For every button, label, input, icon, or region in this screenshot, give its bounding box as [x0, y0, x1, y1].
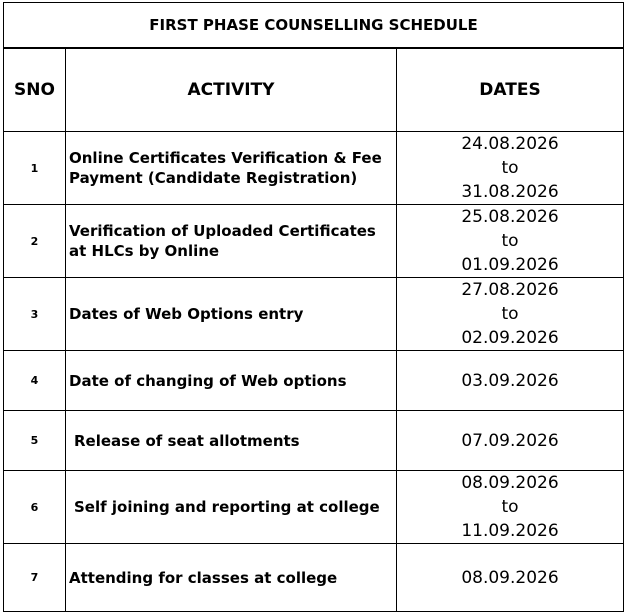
row-dates: [397, 205, 624, 278]
row-dates: [397, 471, 624, 544]
row-sno: 1: [4, 132, 66, 205]
activity-header: ACTIVITY: [66, 48, 397, 132]
row-sno: 4: [4, 351, 66, 411]
row-sno: 7: [4, 544, 66, 612]
date-to-word: to: [501, 304, 519, 324]
table-row: [4, 132, 624, 205]
date-to-word: to: [501, 497, 519, 517]
row-date: 08.09.2026: [397, 544, 624, 612]
row-sno: 6: [4, 471, 66, 544]
table-title: FIRST PHASE COUNSELLING SCHEDULE: [4, 3, 624, 49]
table-row: [4, 544, 624, 612]
counselling-schedule-table: [3, 2, 624, 612]
date-from: 27.08.2026: [461, 280, 559, 300]
row-activity: Release of seat allotments: [66, 411, 397, 471]
date-to-word: to: [501, 158, 519, 178]
table-row: [4, 278, 624, 351]
header-row: [4, 48, 624, 132]
table-row: [4, 351, 624, 411]
row-sno: 5: [4, 411, 66, 471]
date-to: 31.08.2026: [461, 182, 559, 202]
title-row: [4, 3, 624, 49]
row-activity: Date of changing of Web options: [66, 351, 397, 411]
row-dates: [397, 278, 624, 351]
sno-header: SNO: [4, 48, 66, 132]
table-row: [4, 411, 624, 471]
row-activity: Dates of Web Options entry: [66, 278, 397, 351]
date-from: 08.09.2026: [461, 473, 559, 493]
date-to-word: to: [501, 231, 519, 251]
row-activity: Self joining and reporting at college: [66, 471, 397, 544]
date-to: 01.09.2026: [461, 255, 559, 275]
row-sno: 2: [4, 205, 66, 278]
date-from: 24.08.2026: [461, 134, 559, 154]
table-row: [4, 205, 624, 278]
dates-header: DATES: [397, 48, 624, 132]
date-from: 25.08.2026: [461, 207, 559, 227]
row-activity: Attending for classes at college: [66, 544, 397, 612]
date-to: 02.09.2026: [461, 328, 559, 348]
row-activity: Verification of Uploaded Certificates at HLCs by Online: [66, 205, 397, 278]
row-sno: 3: [4, 278, 66, 351]
row-date: 07.09.2026: [397, 411, 624, 471]
date-to: 11.09.2026: [461, 521, 559, 541]
table-row: [4, 471, 624, 544]
row-activity: Online Certificates Verification & Fee Payment (Candidate Registration): [66, 132, 397, 205]
row-dates: [397, 132, 624, 205]
row-date: 03.09.2026: [397, 351, 624, 411]
